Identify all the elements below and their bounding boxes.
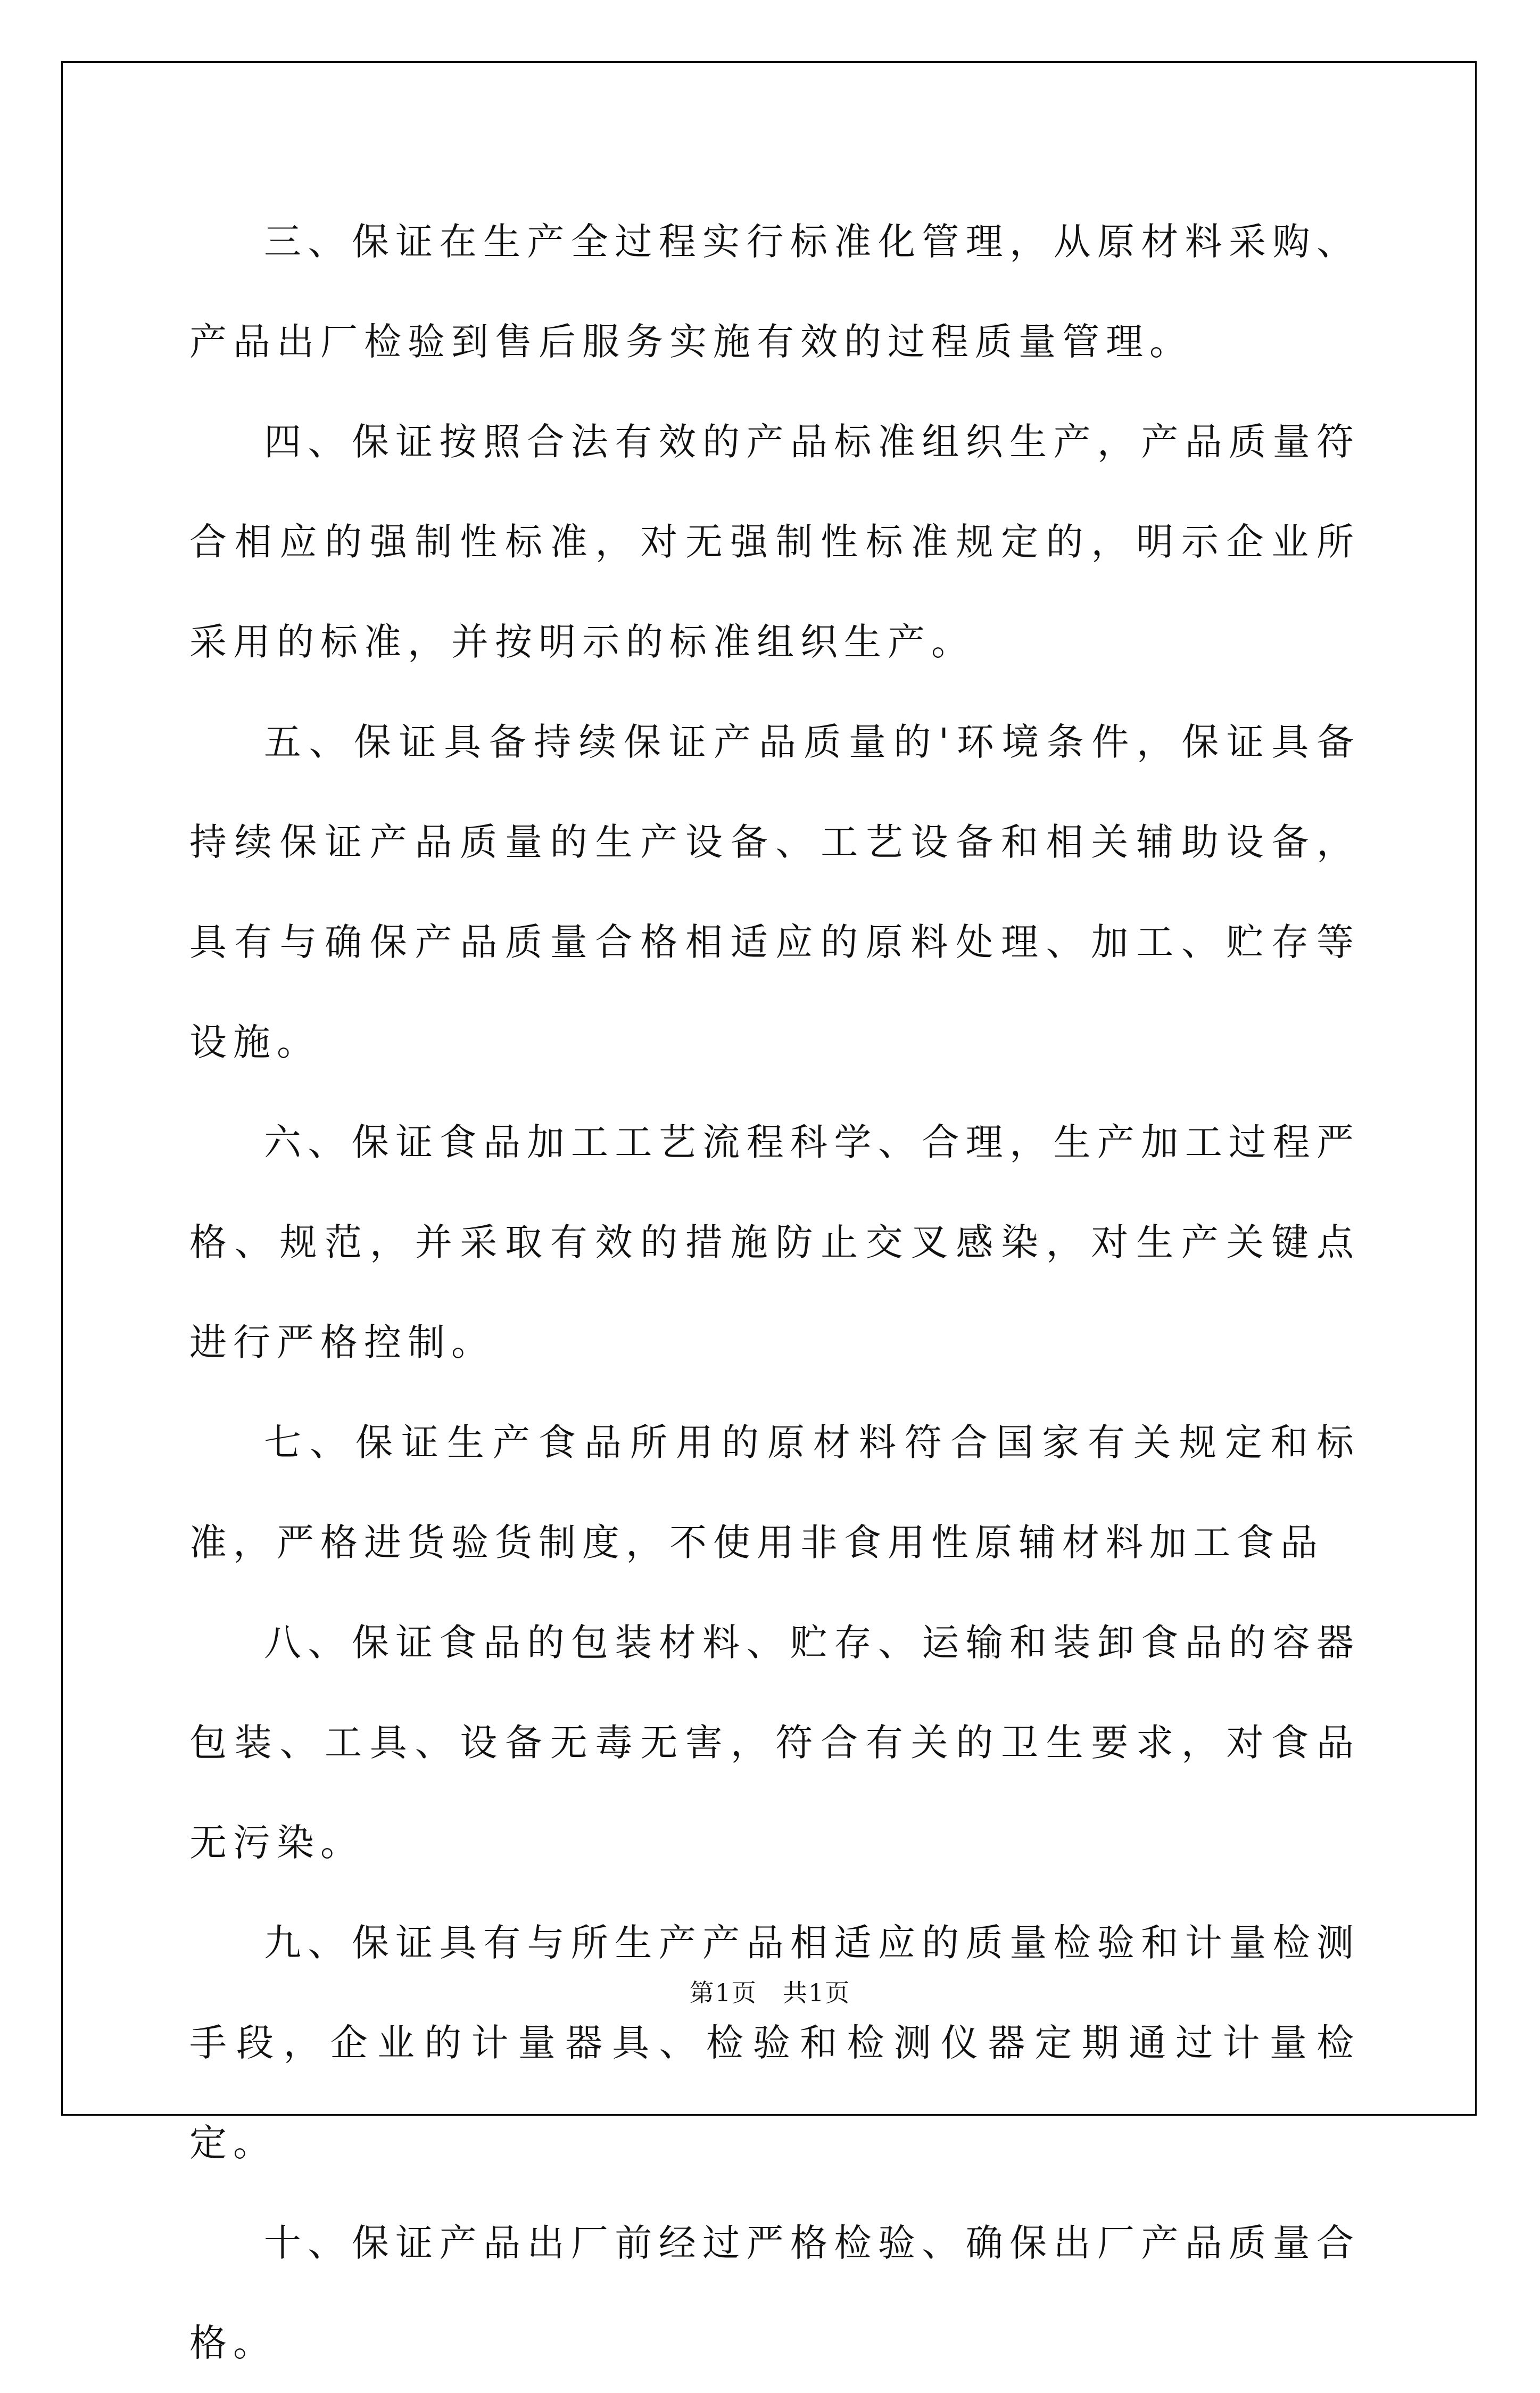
paragraph-5: 五、保证具备持续保证产品质量的'环境条件，保证具备持续保证产品质量的生产设备、工艺设备和相关辅助设备，具有与确保产品质量合格相适应的原料处理、加工、贮存等设施。 xyxy=(189,720,1360,1064)
paragraph-9: 九、保证具有与所生产产品相适应的质量检验和计量检测手段，企业的计量器具、检验和检测仪器定期通过计量检定。 xyxy=(189,1921,1360,2165)
paragraph-4: 四、保证按照合法有效的产品标准组织生产，产品质量符合相应的强制性标准，对无强制性标准规定的，明示企业所采用的标准，并按明示的标准组织生产。 xyxy=(189,420,1360,664)
paragraph-7: 七、保证生产食品所用的原材料符合国家有关规定和标准，严格进货验货制度，不使用非食用性原辅材料加工食品 xyxy=(189,1421,1360,1564)
document-body xyxy=(189,192,1360,2393)
paragraph-3: 三、保证在生产全过程实行标准化管理，从原材料采购、产品出厂检验到售后服务实施有效的过程质量管理。 xyxy=(189,220,1360,364)
paragraph-6: 六、保证食品加工工艺流程科学、合理，生产加工过程严格、规范，并采取有效的措施防止交叉感染，对生产关键点进行严格控制。 xyxy=(189,1120,1360,1364)
page-number-footer: 第1页 共1页 xyxy=(689,1978,851,2007)
paragraph-10: 十、保证产品出厂前经过严格检验、确保出厂产品质量合格。 xyxy=(189,2221,1360,2365)
paragraph-8: 八、保证食品的包装材料、贮存、运输和装卸食品的容器包装、工具、设备无毒无害，符合有关的卫生要求，对食品无污染。 xyxy=(189,1621,1360,1864)
